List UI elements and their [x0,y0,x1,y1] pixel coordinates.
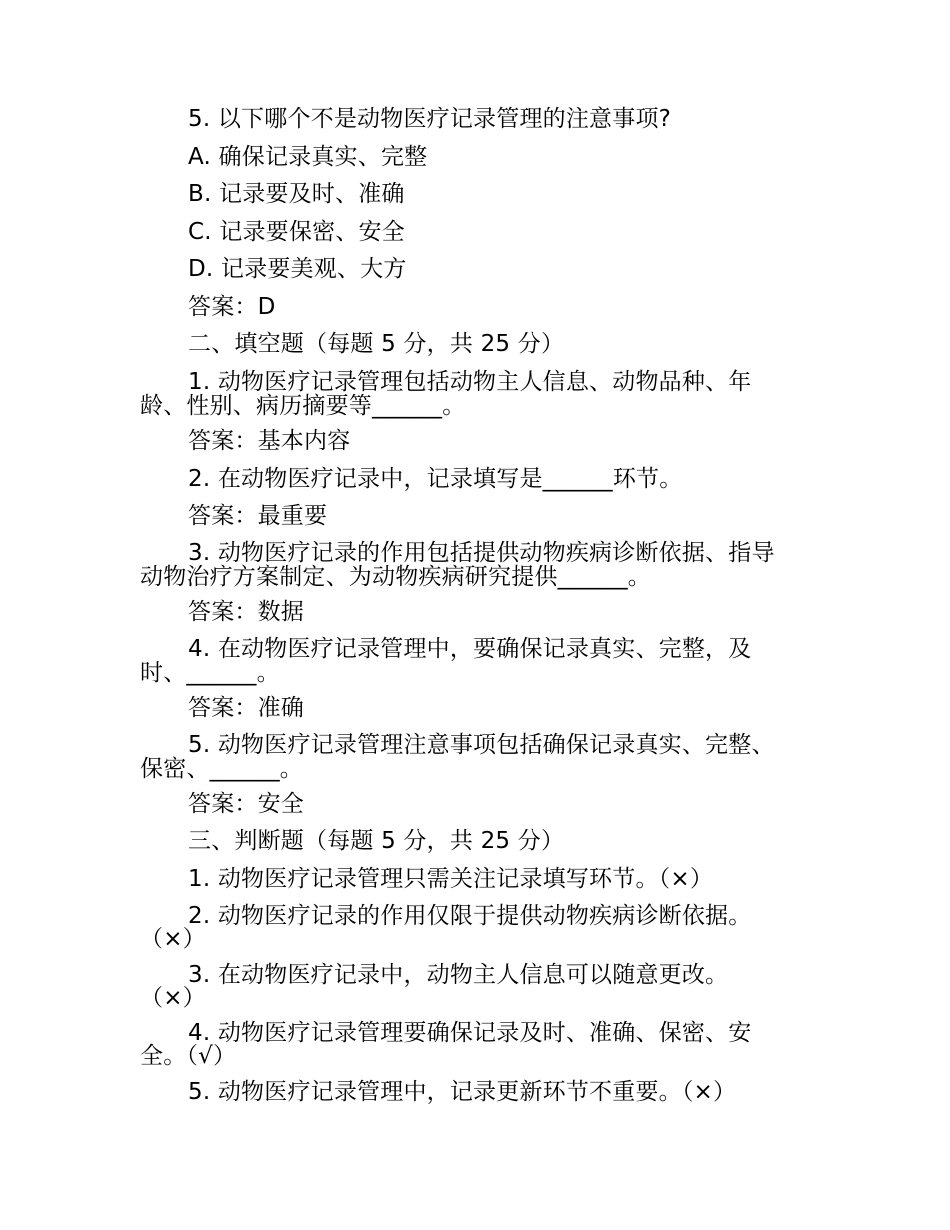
fill-question-3-answer: 答案：数据 [188,599,304,625]
judge-question-2-line-1: 2. 动物医疗记录的作用仅限于提供动物疾病诊断依据。 [188,903,752,929]
fill-question-5-answer: 答案：安全 [188,791,304,817]
question-5-option-c: C. 记录要保密、安全 [188,219,405,245]
fill-question-4-line-2: 时、______。 [140,660,280,686]
fill-question-1-line-1: 1. 动物医疗记录管理包括动物主人信息、动物品种、年 [188,369,752,395]
question-5-stem: 5. 以下哪个不是动物医疗记录管理的注意事项? [188,106,672,132]
question-5-option-b: B. 记录要及时、准确 [188,181,405,207]
fill-question-3-line-2: 动物治疗方案制定、为动物疾病研究提供______。 [140,564,651,590]
fill-question-2-answer: 答案：最重要 [188,503,328,529]
judge-question-2-line-2: （×） [140,926,206,952]
judge-section-heading: 三、判断题（每题 5 分，共 25 分） [188,828,565,854]
judge-question-3-line-2: （×） [140,985,206,1011]
judge-question-4-line-2: 全。（√） [140,1043,237,1069]
judge-question-5: 5. 动物医疗记录管理中，记录更新环节不重要。（×） [188,1079,737,1105]
question-5-option-a: A. 确保记录真实、完整 [188,144,428,170]
question-5-answer: 答案：D [188,294,276,320]
judge-question-1: 1. 动物医疗记录管理只需关注记录填写环节。（×） [188,866,714,892]
judge-question-3-line-1: 3. 在动物医疗记录中，动物主人信息可以随意更改。 [188,962,729,988]
fill-question-2-line-1: 2. 在动物医疗记录中，记录填写是______环节。 [188,466,683,492]
fill-question-5-line-2: 保密、______。 [140,756,303,782]
fill-question-4-line-1: 4. 在动物医疗记录管理中，要确保记录真实、完整，及 [188,636,752,662]
fill-section-heading: 二、填空题（每题 5 分，共 25 分） [188,331,565,357]
fill-question-1-line-2: 龄、性别、病历摘要等______。 [140,393,466,419]
fill-question-5-line-1: 5. 动物医疗记录管理注意事项包括确保记录真实、完整、 [188,732,775,758]
judge-question-4-line-1: 4. 动物医疗记录管理要确保记录及时、准确、保密、安 [188,1020,752,1046]
fill-question-1-answer: 答案：基本内容 [188,428,351,454]
question-5-option-d: D. 记录要美观、大方 [188,256,407,282]
fill-question-4-answer: 答案：准确 [188,695,304,721]
fill-question-3-line-1: 3. 动物医疗记录的作用包括提供动物疾病诊断依据、指导 [188,540,775,566]
